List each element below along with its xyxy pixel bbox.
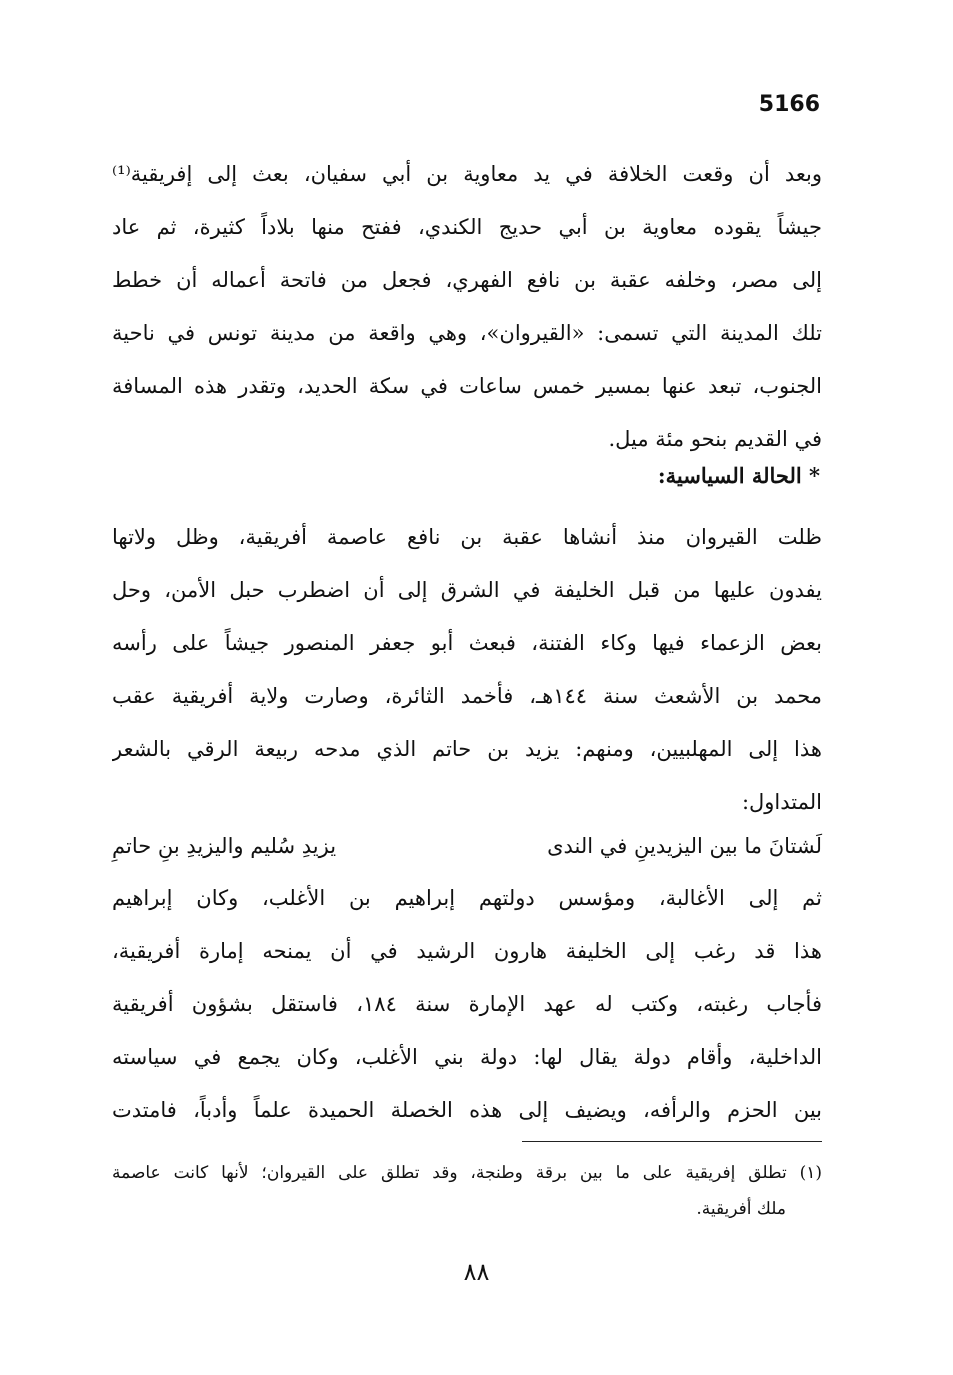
text-line: تلك المدينة التي تسمى: «القيروان»، وهي واقعة من مدينة تونس في ناحية [112,321,822,345]
text-line: بعض الزعماء فيها وكاء الفتنة، فبعث أبو جعفر المنصور جيشاً على رأسه [112,631,822,655]
paragraph-aghlabids [112,872,822,1137]
paragraph-political [112,511,822,829]
text-line: في القديم بنحو مئة ميل. [608,427,822,451]
text-line: فأجاب رغبته، وكتب له عهد الإمارة سنة ١٨٤، فاستقل بشؤون أفريقية [112,992,822,1016]
page-number: ٨٨ [463,1258,490,1286]
text-line: هذا قد رغب إلى الخليفة هارون الرشيد في أن يمنحه إمارة أفريقية، [112,939,822,963]
text-line: وبعد أن وقعت الخلافة في يد معاوية بن أبي سفيان، بعث إلى إفريقية⁽¹⁾ [112,162,822,186]
section-heading: * الحالة السياسية: [657,463,820,488]
footnote-line: (١) تطلق إفريقية على ما بين برقة وطنجة، وقد تطلق على القيروان؛ لأنها كانت عاصمة [112,1163,822,1183]
text-line: بين الحزم والرأفه، ويضيف إلى هذه الخصلة الحميدة علماً وأدباً، فامتدت [112,1098,822,1122]
text-line: الجنوب، تبعد عنها بمسير خمس ساعات في سكة الحديد، وتقدر هذه المسافة [112,374,822,398]
verse-second-hemistich: يزيدِ سُليم واليزيدِ بنِ حاتمِ [112,834,337,858]
text-line: إلى مصر، وخلفه عقبة بن نافع الفهري، فجعل من فاتحة أعماله أن خطط [112,268,822,292]
poem-verse [112,820,822,873]
text-line: هذا إلى المهلبيين، ومنهم: يزيد بن حاتم الذي مدحه ربيعة الرقي بالشعر [112,737,822,761]
text-line: يفدون عليها من قبل الخليفة في الشرق إلى أن اضطرب حبل الأمن، وحل [112,578,822,602]
footnote-line: ملك أفريقية. [696,1199,786,1219]
paragraph-conquest [112,148,822,466]
footnote [112,1155,822,1227]
text-line: جيشاً يقوده معاوية بن أبي حديج الكندي، ففتح منها بلاداً كثيرة، ثم عاد [112,215,822,239]
text-line: الداخلية، وأقام دولة يقال لها: دولة بني الأغلب، وكان يجمع في سياسته [112,1045,822,1069]
text-line: محمد بن الأشعث سنة ١٤٤هـ، فأخمد الثائرة، وصارت ولاية أفريقية عقب [112,684,822,708]
text-line: المتداول: [741,790,822,814]
text-line: ثم إلى الأغالبة، ومؤسس دولتهم إبراهيم بن الأغلب، وكان إبراهيم [112,886,822,910]
verse-first-hemistich: لَشتانَ ما بين اليزيدينِ في الندى [547,834,822,858]
text-line: ظلت القيروان منذ أنشاها عقبة بن نافع عاصمة أفريقية، وظل ولاتها [112,525,822,549]
footnote-divider [522,1141,822,1142]
page-id: 5166 [758,92,820,117]
